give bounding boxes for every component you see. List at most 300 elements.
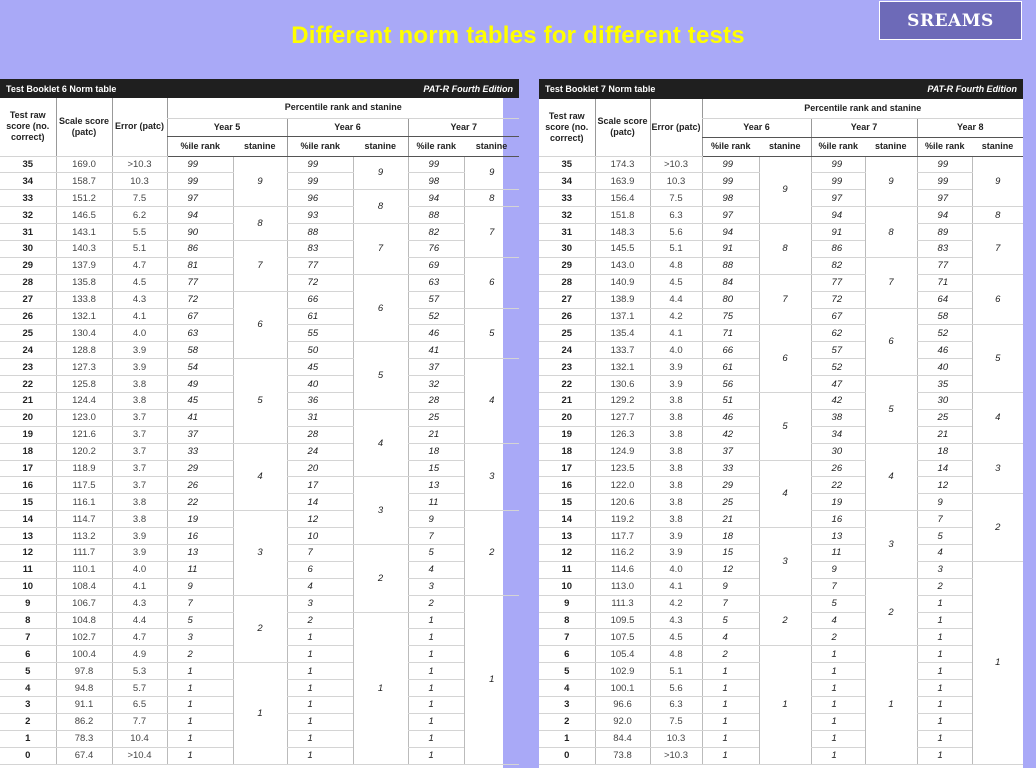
percentile-rank-cell: 71	[702, 325, 759, 342]
error-cell: 6.5	[112, 697, 167, 714]
error-cell: 3.7	[112, 426, 167, 443]
stanine-cell: 6	[464, 257, 519, 308]
scale-score-cell: 132.1	[56, 308, 112, 325]
percentile-rank-cell: 1	[702, 680, 759, 697]
stanine-cell: 1	[759, 646, 811, 764]
scale-score-cell: 137.9	[56, 257, 112, 274]
error-cell: 5.1	[650, 663, 702, 680]
col-header-stanine: stanine	[464, 136, 519, 156]
raw-score-cell: 0	[539, 747, 595, 764]
percentile-rank-cell: 42	[702, 426, 759, 443]
scale-score-cell: 110.1	[56, 561, 112, 578]
error-cell: 4.3	[112, 291, 167, 308]
percentile-rank-cell: 7	[408, 528, 464, 545]
col-header-error: Error (patc)	[112, 98, 167, 156]
percentile-rank-cell: 1	[917, 663, 972, 680]
scale-score-cell: 129.2	[595, 392, 650, 409]
col-header-stanine: stanine	[233, 136, 287, 156]
error-cell: >10.4	[112, 747, 167, 764]
error-cell: 5.5	[112, 224, 167, 241]
scale-score-cell: 121.6	[56, 426, 112, 443]
percentile-rank-cell: 72	[287, 274, 353, 291]
stanine-cell: 9	[865, 156, 917, 207]
raw-score-cell: 10	[539, 578, 595, 595]
table-row	[539, 392, 1023, 409]
percentile-rank-cell: 91	[702, 240, 759, 257]
percentile-rank-cell: 1	[408, 697, 464, 714]
percentile-rank-cell: 66	[702, 342, 759, 359]
table-edition: PAT-R Fourth Edition	[287, 79, 519, 98]
scale-score-cell: 122.0	[595, 477, 650, 494]
percentile-rank-cell: 1	[287, 629, 353, 646]
raw-score-cell: 10	[0, 578, 56, 595]
percentile-rank-cell: 55	[287, 325, 353, 342]
percentile-rank-cell: 17	[287, 477, 353, 494]
percentile-rank-cell: 52	[408, 308, 464, 325]
raw-score-cell: 35	[0, 156, 56, 173]
percentile-rank-cell: 46	[917, 342, 972, 359]
percentile-rank-cell: 72	[167, 291, 233, 308]
scale-score-cell: 91.1	[56, 697, 112, 714]
slide-title: Different norm tables for different tests	[291, 22, 745, 49]
col-header-year-3: Year 8	[917, 118, 1023, 137]
error-cell: 3.8	[650, 426, 702, 443]
stanine-cell: 6	[233, 291, 287, 359]
percentile-rank-cell: 24	[287, 443, 353, 460]
table-row	[0, 359, 519, 376]
error-cell: 3.9	[650, 544, 702, 561]
percentile-rank-cell: 1	[917, 612, 972, 629]
error-cell: 4.1	[112, 308, 167, 325]
error-cell: 3.9	[650, 528, 702, 545]
scale-score-cell: 174.3	[595, 156, 650, 173]
stanine-cell: 4	[865, 443, 917, 511]
percentile-rank-cell: 1	[917, 713, 972, 730]
percentile-rank-cell: 99	[167, 173, 233, 190]
percentile-rank-cell: 2	[702, 646, 759, 663]
col-header-pr: %ile rank	[287, 136, 353, 156]
percentile-rank-cell: 1	[408, 629, 464, 646]
table-edition: PAT-R Fourth Edition	[811, 79, 1023, 99]
raw-score-cell: 9	[539, 595, 595, 612]
col-header-year-1: Year 5	[167, 118, 287, 136]
percentile-rank-cell: 7	[702, 595, 759, 612]
raw-score-cell: 25	[0, 325, 56, 342]
percentile-rank-cell: 18	[917, 443, 972, 460]
percentile-rank-cell: 72	[811, 291, 865, 308]
stanine-cell: 7	[865, 257, 917, 308]
stanine-cell: 5	[464, 308, 519, 359]
percentile-rank-cell: 77	[287, 257, 353, 274]
table-row	[539, 528, 1023, 545]
percentile-rank-cell: 11	[811, 544, 865, 561]
scale-score-cell: 146.5	[56, 207, 112, 224]
stanine-cell: 5	[972, 325, 1023, 393]
error-cell: 4.3	[112, 595, 167, 612]
percentile-rank-cell: 9	[167, 578, 233, 595]
percentile-rank-cell: 97	[167, 190, 233, 207]
percentile-rank-cell: 7	[917, 511, 972, 528]
scale-score-cell: 169.0	[56, 156, 112, 173]
stanine-cell: 3	[865, 511, 917, 579]
percentile-rank-cell: 88	[702, 257, 759, 274]
percentile-rank-cell: 36	[287, 392, 353, 409]
percentile-rank-cell: 99	[811, 173, 865, 190]
percentile-rank-cell: 99	[287, 156, 353, 173]
percentile-rank-cell: 1	[167, 680, 233, 697]
error-cell: 4.1	[112, 578, 167, 595]
percentile-rank-cell: 46	[702, 409, 759, 426]
table-row	[539, 274, 1023, 291]
error-cell: 3.9	[112, 544, 167, 561]
percentile-rank-cell: 1	[917, 595, 972, 612]
raw-score-cell: 27	[0, 291, 56, 308]
percentile-rank-cell: 94	[702, 224, 759, 241]
percentile-rank-cell: 82	[408, 224, 464, 241]
percentile-rank-cell: 13	[167, 544, 233, 561]
stanine-cell: 1	[972, 561, 1023, 764]
percentile-rank-cell: 1	[702, 697, 759, 714]
error-cell: 4.1	[650, 578, 702, 595]
percentile-rank-cell: 99	[917, 156, 972, 173]
percentile-rank-cell: 1	[702, 730, 759, 747]
scale-score-cell: 102.9	[595, 663, 650, 680]
raw-score-cell: 8	[539, 612, 595, 629]
stanine-cell: 8	[865, 207, 917, 258]
scale-score-cell: 116.1	[56, 494, 112, 511]
scale-score-cell: 126.3	[595, 426, 650, 443]
error-cell: 3.8	[650, 409, 702, 426]
percentile-rank-cell: 1	[167, 730, 233, 747]
error-cell: 3.7	[112, 409, 167, 426]
scale-score-cell: 114.7	[56, 511, 112, 528]
error-cell: 5.1	[112, 240, 167, 257]
table-row	[0, 663, 519, 680]
scale-score-cell: 135.4	[595, 325, 650, 342]
stanine-cell: 7	[353, 224, 408, 275]
scale-score-cell: 113.0	[595, 578, 650, 595]
percentile-rank-cell: 58	[917, 308, 972, 325]
scale-score-cell: 138.9	[595, 291, 650, 308]
col-header-year-3: Year 7	[408, 118, 519, 136]
percentile-rank-cell: 93	[287, 207, 353, 224]
percentile-rank-cell: 1	[287, 663, 353, 680]
percentile-rank-cell: 84	[702, 274, 759, 291]
scale-score-cell: 102.7	[56, 629, 112, 646]
error-cell: 6.2	[112, 207, 167, 224]
stanine-cell: 5	[353, 342, 408, 410]
percentile-rank-cell: 1	[408, 612, 464, 629]
raw-score-cell: 6	[0, 646, 56, 663]
percentile-rank-cell: 1	[408, 646, 464, 663]
table-row	[539, 460, 1023, 477]
error-cell: 4.9	[112, 646, 167, 663]
raw-score-cell: 21	[0, 392, 56, 409]
error-cell: 3.9	[650, 359, 702, 376]
percentile-rank-cell: 57	[811, 342, 865, 359]
scale-score-cell: 94.8	[56, 680, 112, 697]
percentile-rank-cell: 14	[287, 494, 353, 511]
raw-score-cell: 31	[0, 224, 56, 241]
scale-score-cell: 133.8	[56, 291, 112, 308]
stanine-cell: 7	[972, 224, 1023, 275]
error-cell: 4.7	[112, 629, 167, 646]
percentile-rank-cell: 1	[287, 680, 353, 697]
error-cell: 3.9	[112, 359, 167, 376]
percentile-rank-cell: 21	[917, 426, 972, 443]
stanine-cell: 9	[759, 156, 811, 224]
percentile-rank-cell: 12	[287, 511, 353, 528]
percentile-rank-cell: 66	[287, 291, 353, 308]
error-cell: 5.3	[112, 663, 167, 680]
percentile-rank-cell: 1	[917, 629, 972, 646]
scale-score-cell: 109.5	[595, 612, 650, 629]
percentile-rank-cell: 97	[702, 207, 759, 224]
percentile-rank-cell: 83	[917, 240, 972, 257]
raw-score-cell: 28	[0, 274, 56, 291]
percentile-rank-cell: 1	[917, 646, 972, 663]
norm-table	[539, 79, 1023, 765]
stanine-cell: 4	[972, 392, 1023, 443]
stanine-cell: 2	[972, 494, 1023, 562]
percentile-rank-cell: 20	[287, 460, 353, 477]
percentile-rank-cell: 16	[811, 511, 865, 528]
raw-score-cell: 32	[539, 207, 595, 224]
error-cell: 4.8	[650, 646, 702, 663]
raw-score-cell: 31	[539, 224, 595, 241]
stanine-cell: 9	[353, 156, 408, 190]
scale-score-cell: 148.3	[595, 224, 650, 241]
percentile-rank-cell: 38	[811, 409, 865, 426]
percentile-rank-cell: 99	[287, 173, 353, 190]
percentile-rank-cell: 4	[702, 629, 759, 646]
raw-score-cell: 26	[0, 308, 56, 325]
stanine-cell: 3	[972, 443, 1023, 494]
norm-table-panel-booklet-6	[0, 79, 514, 768]
error-cell: 4.0	[650, 342, 702, 359]
scale-score-cell: 92.0	[595, 713, 650, 730]
raw-score-cell: 7	[0, 629, 56, 646]
percentile-rank-cell: 1	[811, 697, 865, 714]
error-cell: 4.7	[112, 257, 167, 274]
stanine-cell: 3	[353, 477, 408, 545]
percentile-rank-cell: 34	[811, 426, 865, 443]
percentile-rank-cell: 33	[167, 443, 233, 460]
percentile-rank-cell: 14	[917, 460, 972, 477]
stanine-cell: 8	[972, 207, 1023, 224]
percentile-rank-cell: 47	[811, 376, 865, 393]
percentile-rank-cell: 52	[811, 359, 865, 376]
raw-score-cell: 18	[539, 443, 595, 460]
raw-score-cell: 32	[0, 207, 56, 224]
percentile-rank-cell: 32	[408, 376, 464, 393]
error-cell: >10.3	[112, 156, 167, 173]
scale-score-cell: 107.5	[595, 629, 650, 646]
percentile-rank-cell: 3	[167, 629, 233, 646]
scale-score-cell: 117.7	[595, 528, 650, 545]
percentile-rank-cell: 67	[167, 308, 233, 325]
scale-score-cell: 114.6	[595, 561, 650, 578]
raw-score-cell: 2	[539, 713, 595, 730]
scale-score-cell: 104.8	[56, 612, 112, 629]
error-cell: 3.9	[112, 528, 167, 545]
error-cell: 3.7	[112, 460, 167, 477]
percentile-rank-cell: 82	[811, 257, 865, 274]
error-cell: 3.8	[650, 460, 702, 477]
scale-score-cell: 67.4	[56, 747, 112, 764]
raw-score-cell: 30	[0, 240, 56, 257]
percentile-rank-cell: 61	[287, 308, 353, 325]
scale-score-cell: 125.8	[56, 376, 112, 393]
percentile-rank-cell: 90	[167, 224, 233, 241]
percentile-rank-cell: 9	[917, 494, 972, 511]
percentile-rank-cell: 81	[167, 257, 233, 274]
scale-score-cell: 108.4	[56, 578, 112, 595]
percentile-rank-cell: 1	[702, 663, 759, 680]
error-cell: 4.4	[650, 291, 702, 308]
scale-score-cell: 133.7	[595, 342, 650, 359]
raw-score-cell: 34	[0, 173, 56, 190]
stanine-cell: 6	[865, 308, 917, 376]
percentile-rank-cell: 12	[702, 561, 759, 578]
raw-score-cell: 1	[0, 730, 56, 747]
stanine-cell: 5	[233, 359, 287, 443]
stanine-cell: 7	[464, 207, 519, 258]
table-row	[539, 595, 1023, 612]
raw-score-cell: 26	[539, 308, 595, 325]
raw-score-cell: 25	[539, 325, 595, 342]
percentile-rank-cell: 58	[167, 342, 233, 359]
stanine-cell: 9	[233, 156, 287, 207]
scale-score-cell: 137.1	[595, 308, 650, 325]
table-caption: Test Booklet 6 Norm table	[0, 79, 287, 98]
percentile-rank-cell: 3	[408, 578, 464, 595]
raw-score-cell: 2	[0, 713, 56, 730]
stanine-cell: 7	[759, 274, 811, 325]
table-body	[539, 156, 1023, 764]
percentile-rank-cell: 12	[917, 477, 972, 494]
col-header-stanine: stanine	[865, 137, 917, 156]
error-cell: 3.9	[650, 376, 702, 393]
percentile-rank-cell: 80	[702, 291, 759, 308]
table-row	[0, 240, 519, 257]
col-header-pr: %ile rank	[917, 137, 972, 156]
percentile-rank-cell: 4	[917, 544, 972, 561]
scale-score-cell: 100.4	[56, 646, 112, 663]
col-header-pr: %ile rank	[811, 137, 865, 156]
percentile-rank-cell: 96	[287, 190, 353, 207]
percentile-rank-cell: 4	[408, 561, 464, 578]
percentile-rank-cell: 99	[408, 156, 464, 173]
percentile-rank-cell: 6	[287, 561, 353, 578]
error-cell: 3.8	[650, 477, 702, 494]
percentile-rank-cell: 1	[811, 663, 865, 680]
percentile-rank-cell: 7	[167, 595, 233, 612]
stanine-cell: 4	[759, 460, 811, 528]
sreams-logo: SREAMS	[879, 1, 1022, 40]
error-cell: 3.8	[650, 392, 702, 409]
raw-score-cell: 34	[539, 173, 595, 190]
raw-score-cell: 14	[539, 511, 595, 528]
percentile-rank-cell: 1	[917, 730, 972, 747]
raw-score-cell: 22	[539, 376, 595, 393]
raw-score-cell: 27	[539, 291, 595, 308]
error-cell: 4.0	[112, 325, 167, 342]
stanine-cell: 6	[972, 274, 1023, 325]
raw-score-cell: 17	[0, 460, 56, 477]
raw-score-cell: 11	[0, 561, 56, 578]
col-header-stanine: stanine	[972, 137, 1023, 156]
percentile-rank-cell: 1	[167, 713, 233, 730]
percentile-rank-cell: 1	[287, 713, 353, 730]
percentile-rank-cell: 35	[917, 376, 972, 393]
percentile-rank-cell: 40	[287, 376, 353, 393]
raw-score-cell: 16	[539, 477, 595, 494]
col-header-pr: %ile rank	[702, 137, 759, 156]
percentile-rank-cell: 77	[917, 257, 972, 274]
scale-score-cell: 124.4	[56, 392, 112, 409]
stanine-cell: 5	[865, 376, 917, 444]
scale-score-cell: 151.2	[56, 190, 112, 207]
scale-score-cell: 73.8	[595, 747, 650, 764]
percentile-rank-cell: 5	[917, 528, 972, 545]
percentile-rank-cell: 37	[167, 426, 233, 443]
scale-score-cell: 105.4	[595, 646, 650, 663]
stanine-cell: 1	[865, 646, 917, 764]
percentile-rank-cell: 1	[702, 713, 759, 730]
raw-score-cell: 8	[0, 612, 56, 629]
scale-score-cell: 113.2	[56, 528, 112, 545]
percentile-rank-cell: 1	[917, 680, 972, 697]
raw-score-cell: 29	[0, 257, 56, 274]
error-cell: 6.3	[650, 697, 702, 714]
scale-score-cell: 140.3	[56, 240, 112, 257]
error-cell: 3.8	[650, 494, 702, 511]
percentile-rank-cell: 5	[408, 544, 464, 561]
scale-score-cell: 156.4	[595, 190, 650, 207]
error-cell: 4.1	[650, 325, 702, 342]
raw-score-cell: 29	[539, 257, 595, 274]
percentile-rank-cell: 25	[702, 494, 759, 511]
error-cell: 3.8	[650, 511, 702, 528]
percentile-rank-cell: 77	[811, 274, 865, 291]
error-cell: 3.7	[112, 443, 167, 460]
scale-score-cell: 123.5	[595, 460, 650, 477]
percentile-rank-cell: 3	[917, 561, 972, 578]
raw-score-cell: 15	[0, 494, 56, 511]
error-cell: 7.7	[112, 713, 167, 730]
percentile-rank-cell: 86	[811, 240, 865, 257]
stanine-cell: 3	[233, 511, 287, 595]
stanine-cell: 5	[759, 392, 811, 460]
raw-score-cell: 22	[0, 376, 56, 393]
raw-score-cell: 3	[0, 697, 56, 714]
error-cell: 3.8	[112, 494, 167, 511]
percentile-rank-cell: 11	[408, 494, 464, 511]
scale-score-cell: 97.8	[56, 663, 112, 680]
percentile-rank-cell: 99	[917, 173, 972, 190]
table-row	[0, 291, 519, 308]
percentile-rank-cell: 1	[408, 680, 464, 697]
raw-score-cell: 16	[0, 477, 56, 494]
percentile-rank-cell: 71	[917, 274, 972, 291]
error-cell: >10.3	[650, 747, 702, 764]
table-row	[539, 646, 1023, 663]
scale-score-cell: 151.8	[595, 207, 650, 224]
table-row	[539, 156, 1023, 173]
percentile-rank-cell: 98	[408, 173, 464, 190]
error-cell: 6.3	[650, 207, 702, 224]
